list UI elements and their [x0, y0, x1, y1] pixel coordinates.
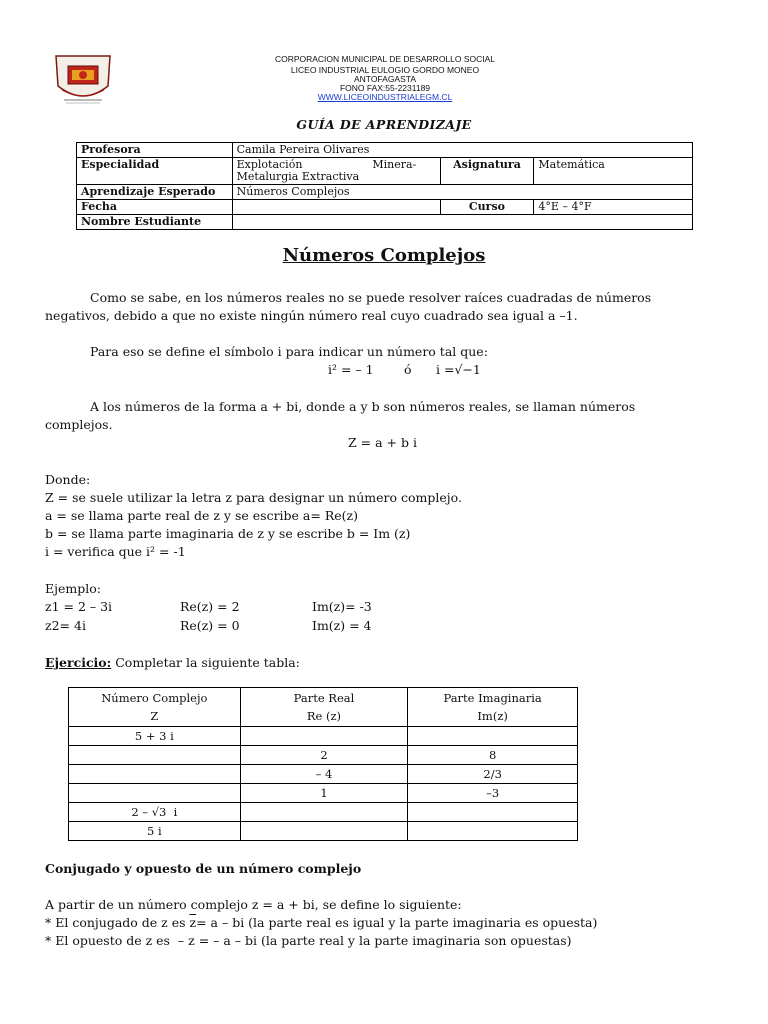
conjugate-line1-post: = a – bi (la parte real es igual y la parte imaginaria es opuesta)	[196, 915, 598, 930]
donde-label: Donde:	[45, 472, 91, 487]
opposite-line: * El opuesto de z es – z = – a – bi (la parte real y la parte imaginaria son opuestas)	[45, 933, 572, 948]
header-city: ANTOFAGASTA	[353, 74, 417, 84]
table-cell[interactable]: 5 i	[69, 822, 241, 841]
table-row	[69, 727, 578, 746]
info-row-nombre	[77, 215, 693, 230]
table-cell[interactable]: 2/3	[408, 765, 578, 784]
main-title: Números Complejos	[282, 245, 486, 266]
table-row	[69, 803, 578, 822]
intro-p2: Para eso se define el símbolo i para indicar un número tal que:	[90, 344, 488, 359]
nombre-label: Nombre Estudiante	[77, 215, 233, 230]
example-r1-im: Im(z)= -3	[312, 599, 372, 614]
school-crest-icon	[50, 50, 116, 108]
header-c2-line1: Parte Real	[293, 691, 355, 705]
aprendizaje-label: Aprendizaje Esperado	[77, 185, 233, 200]
formula-or: ó	[404, 362, 412, 377]
table-cell[interactable]: 1	[240, 784, 408, 803]
formula-i-sqrt: i =√−1	[436, 362, 481, 377]
table-row	[69, 765, 578, 784]
info-row-fecha	[77, 200, 693, 215]
table-cell[interactable]: 8	[408, 746, 578, 765]
table-cell[interactable]: 2 – √3 i	[69, 803, 241, 822]
asignatura-label: Asignatura	[440, 158, 534, 185]
definition-i: i = verifica que i² = -1	[45, 544, 186, 559]
header-c1-line1: Número Complejo	[101, 691, 208, 705]
exercise-label: Ejercicio:	[45, 655, 112, 670]
conjugate-intro: A partir de un número complejo z = a + bi, se define lo siguiente:	[45, 897, 462, 912]
profesora-value: Camila Pereira Olivares	[232, 143, 692, 158]
table-cell[interactable]	[240, 822, 408, 841]
example-label: Ejemplo:	[45, 581, 101, 596]
header-c3-line1: Parte Imaginaria	[443, 691, 542, 705]
especialidad-label: Especialidad	[77, 158, 233, 185]
conjugate-z-bar: $\overline{z}$	[189, 915, 197, 930]
header-parte-real	[240, 688, 408, 727]
curso-label: Curso	[440, 200, 534, 215]
table-cell[interactable]	[69, 765, 241, 784]
table-cell[interactable]	[240, 803, 408, 822]
definition-a: a = se llama parte real de z y se escribe a= Re(z)	[45, 508, 358, 523]
guide-title: GUÍA DE APRENDIZAJE	[296, 117, 472, 132]
asignatura-value: Matemática	[534, 158, 693, 185]
header-c3-line2: Im(z)	[477, 709, 508, 723]
fecha-label: Fecha	[77, 200, 233, 215]
intro-p1-line1: Como se sabe, en los números reales no se puede resolver raíces cuadradas de números	[90, 290, 652, 305]
especialidad-value-line1: Explotación Minera-	[236, 158, 417, 171]
table-cell[interactable]	[408, 727, 578, 746]
info-table	[76, 142, 693, 230]
exercise-table-header	[69, 688, 578, 727]
definition-b: b = se llama parte imaginaria de z y se escribe b = Im (z)	[45, 526, 411, 541]
table-cell[interactable]: 5 + 3 i	[69, 727, 241, 746]
header-website-link[interactable]: WWW.LICEOINDUSTRIALEGM.CL	[317, 92, 453, 102]
curso-value: 4°E – 4°F	[534, 200, 693, 215]
aprendizaje-value: Números Complejos	[232, 185, 692, 200]
table-cell[interactable]	[240, 727, 408, 746]
intro-p1-line2: negativos, debido a que no existe ningún número real cuyo cuadrado sea igual a –1.	[45, 308, 578, 323]
definition-z: Z = se suele utilizar la letra z para designar un número complejo.	[45, 490, 462, 505]
exercise-table	[68, 687, 578, 841]
formula-z: Z = a + b i	[348, 435, 417, 450]
table-row	[69, 746, 578, 765]
table-cell[interactable]	[69, 746, 241, 765]
exercise-line	[45, 654, 300, 672]
header-c2-line2: Re (z)	[306, 709, 342, 723]
header-school: LICEO INDUSTRIAL EULOGIO GORDO MONEO	[290, 65, 480, 75]
table-cell[interactable]: 2	[240, 746, 408, 765]
table-cell[interactable]	[408, 822, 578, 841]
exercise-text: Completar la siguiente tabla:	[111, 655, 300, 670]
example-r2-z: z2= 4i	[45, 618, 86, 633]
especialidad-value	[232, 158, 440, 185]
intro-p3-line1: A los números de la forma a + bi, donde a y b son números reales, se llaman números	[90, 399, 636, 414]
table-cell[interactable]: –3	[408, 784, 578, 803]
header-phone: FONO FAX:55-2231189	[339, 83, 431, 93]
header-c1-line2: Z	[150, 709, 159, 723]
table-cell[interactable]: – 4	[240, 765, 408, 784]
example-r1-re: Re(z) = 2	[180, 599, 240, 614]
example-r2-im: Im(z) = 4	[312, 618, 372, 633]
example-r2-re: Re(z) = 0	[180, 618, 240, 633]
header-corp: CORPORACION MUNICIPAL DE DESARROLLO SOCIAL	[274, 54, 496, 64]
table-cell[interactable]	[408, 803, 578, 822]
header-numero-complejo	[69, 688, 241, 727]
table-cell[interactable]	[69, 784, 241, 803]
especialidad-value-line2: Metalurgia Extractiva	[236, 170, 360, 183]
school-logo	[50, 50, 116, 108]
table-row	[69, 784, 578, 803]
info-row-profesora	[77, 143, 693, 158]
example-r1-z: z1 = 2 – 3i	[45, 599, 113, 614]
fecha-value[interactable]	[232, 200, 440, 215]
intro-p3-line2: complejos.	[45, 417, 113, 432]
nombre-value[interactable]	[232, 215, 692, 230]
header-parte-imaginaria	[408, 688, 578, 727]
header-website-wrap	[270, 92, 500, 102]
info-row-especialidad	[77, 158, 693, 185]
conjugate-line1	[45, 914, 597, 932]
info-row-aprendizaje	[77, 185, 693, 200]
formula-i-squared: i² = – 1	[328, 362, 374, 377]
conjugate-line1-pre: * El conjugado de z es	[45, 915, 190, 930]
table-row	[69, 822, 578, 841]
conjugate-title: Conjugado y opuesto de un número complejo	[45, 861, 362, 876]
profesora-label: Profesora	[77, 143, 233, 158]
